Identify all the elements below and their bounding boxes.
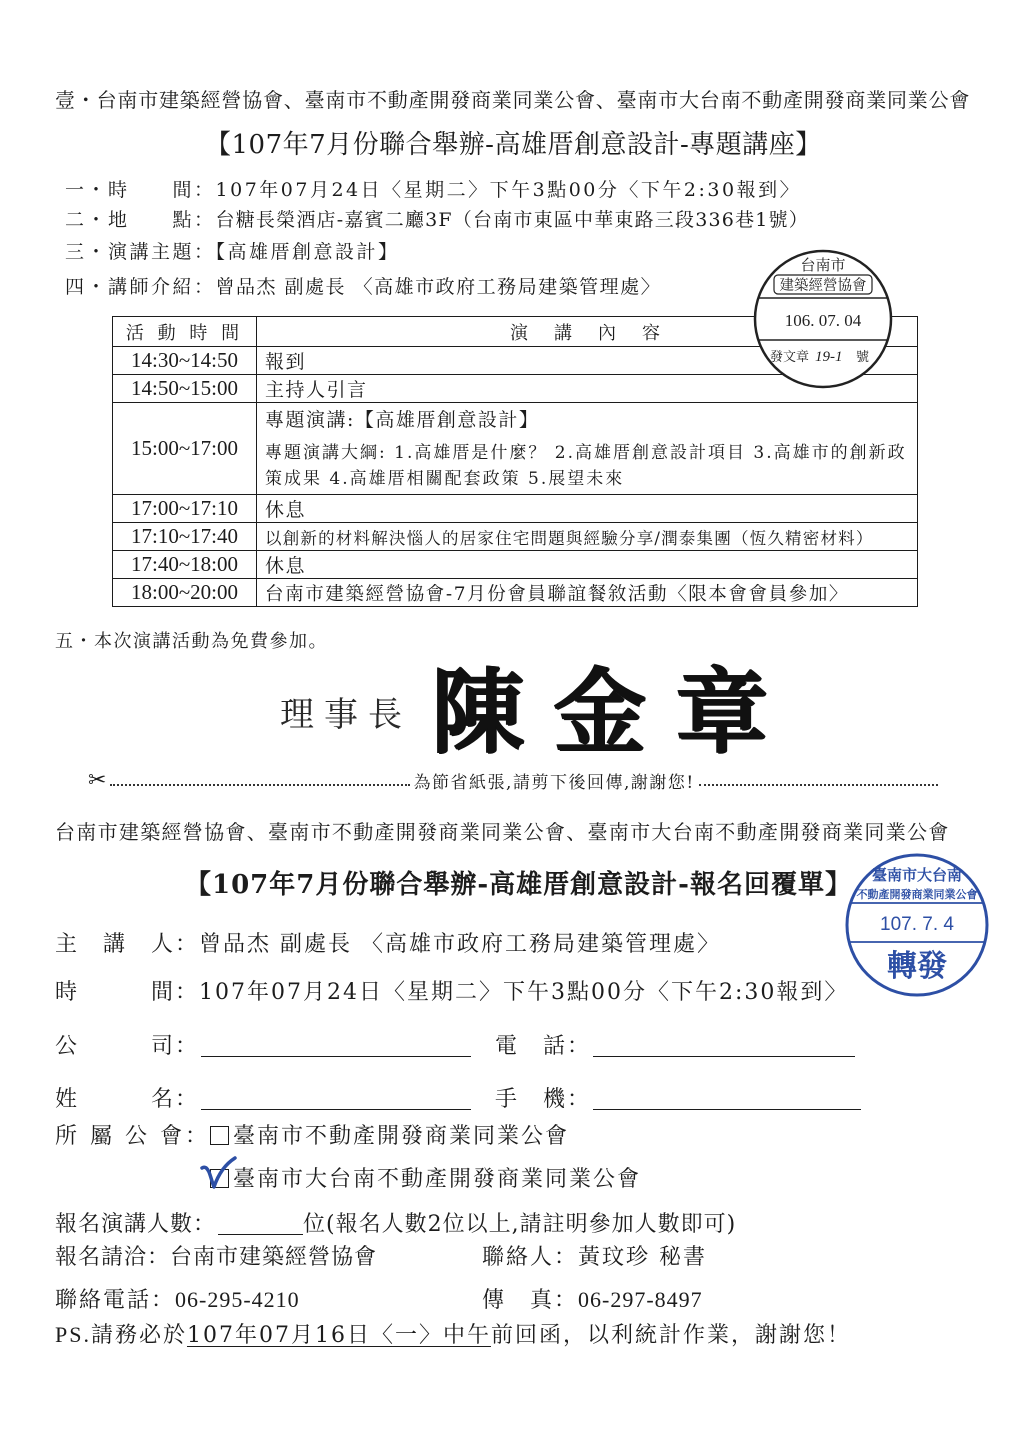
schedule-row [113, 403, 918, 495]
name-field[interactable] [201, 1089, 471, 1110]
form-value: 台南市建築經營協會 [170, 1245, 378, 1270]
form-label: 傳 真： [482, 1288, 579, 1313]
info-item-label: 二・地 點： [65, 209, 216, 231]
info-item-value: 曾品杰 副處長 〈高雄市政府工務局建築管理處〉 [215, 276, 662, 298]
form-label: 報名演講人數： [55, 1212, 217, 1237]
stamp-doc-prefix: 發文章 [770, 350, 810, 365]
form-org-line: 台南市建築經營協會、臺南市不動產開發商業同業公會、臺南市大台南不動產開發商業同業公會 [55, 820, 950, 844]
stamp-date: 106. 07. 04 [784, 311, 862, 330]
form-tel-row [55, 1286, 300, 1315]
schedule-content: 休息 [257, 495, 918, 523]
stamp-org-top: 台南市 [800, 256, 846, 274]
form-fax-row [482, 1286, 703, 1315]
phone-field[interactable] [593, 1036, 855, 1057]
form-label: 手 機： [495, 1087, 592, 1112]
form-label: 聯絡人： [482, 1245, 579, 1270]
attendees-field[interactable] [218, 1214, 303, 1235]
info-item-venue [65, 207, 809, 233]
info-item-value: 107年07月24日〈星期二〉下午3點00分〈下午2:30報到〉 [215, 179, 802, 201]
chairman-title: 理事長 [280, 695, 412, 735]
schedule-content: 主持人引言 [257, 375, 918, 403]
cut-line-text: 為節省紙張,請剪下後回傳,謝謝您! [413, 772, 695, 793]
form-association-option-row [210, 1166, 641, 1194]
schedule-time: 14:50~15:00 [113, 375, 257, 403]
form-label: 姓 名： [55, 1087, 200, 1112]
info-item-topic [65, 239, 400, 265]
form-mobile-row [495, 1086, 861, 1114]
lecture-outline: 專題演講大綱: 1.高雄厝是什麼？ 2.高雄厝創意設計項目 3.高雄市的創新政策成果 4.高雄厝相關配套政策 5.展望未來 [265, 443, 907, 489]
info-item-value: 【高雄厝創意設計】 [215, 241, 400, 263]
free-admission-note: 五・本次演講活動為免費參加。 [55, 631, 328, 652]
dotted-line [699, 784, 938, 786]
scissors-icon: ✂ [88, 767, 107, 793]
stamp-org-name: 建築經營協會 [779, 278, 867, 294]
schedule-content [257, 403, 918, 495]
announcement-title: 【107年7月份聯合舉辦-高雄厝創意設計-專題講座】 [205, 130, 822, 160]
dotted-line [110, 784, 409, 786]
form-value: 曾品杰 副處長 〈高雄市政府工務局建築管理處〉 [199, 932, 722, 957]
schedule-row [113, 579, 918, 607]
received-stamp [752, 248, 894, 390]
schedule-header-content: 演 講 內 容 [257, 317, 918, 347]
ps-prefix: PS.請務必於 [55, 1322, 187, 1347]
schedule-time: 17:10~17:40 [113, 523, 257, 551]
attendees-unit: 位(報名人數2位以上,請註明參加人數即可) [303, 1212, 737, 1237]
schedule-time: 17:00~17:10 [113, 495, 257, 523]
info-item-label: 三・演講主題： [65, 241, 216, 263]
ps-suffix: 前回函，以利統計作業，謝謝您！ [490, 1323, 851, 1348]
form-value: 黃玟珍 秘書 [578, 1245, 708, 1270]
announcement-org-line: 壹・台南市建築經營協會、臺南市不動產開發商業同業公會、臺南市大台南不動產開發商業同業公會 [55, 88, 971, 112]
info-item-speaker [65, 274, 661, 300]
schedule-header-time: 活 動 時 間 [113, 317, 257, 347]
form-value: 06-295-4210 [175, 1287, 300, 1312]
stamp-org-name: 不動產開發商業同業公會 [856, 888, 978, 901]
lecture-topic: 專題演講:【高雄厝創意設計】 [265, 409, 540, 431]
info-item-time [65, 177, 801, 203]
schedule-content: 以創新的材料解決惱人的居家住宅問題與經驗分享/潤泰集團（恆久精密材料） [257, 523, 918, 551]
association-option-label: 臺南市不動產開發商業同業公會 [233, 1124, 570, 1149]
forward-stamp [844, 852, 990, 998]
company-field[interactable] [201, 1036, 471, 1057]
info-item-value: 台糖長榮酒店-嘉賓二廳3F（台南市東區中華東路三段336巷1號） [215, 209, 809, 231]
association-option-checkbox[interactable] [210, 1126, 229, 1145]
form-attendees-row [55, 1211, 736, 1239]
form-label: 主 講 人： [55, 932, 200, 957]
form-time-row [55, 979, 848, 1007]
schedule-row [113, 495, 918, 523]
form-value: 06-297-8497 [578, 1287, 703, 1312]
info-item-label: 一・時 間： [65, 179, 216, 201]
stamp-org-top: 臺南市大台南 [871, 866, 963, 884]
form-label: 公 司： [55, 1034, 200, 1059]
stamp-date: 107. 7. 4 [880, 914, 954, 935]
stamp-doc-number: 19-1 [815, 349, 843, 365]
form-label: 時 間： [55, 980, 200, 1005]
cut-line [88, 768, 938, 792]
association-option-checkbox[interactable] [210, 1169, 229, 1188]
stamp-doc-suffix: 號 [856, 350, 870, 365]
form-contact-person-row [482, 1244, 707, 1272]
form-ps-note [55, 1321, 851, 1350]
schedule-time: 18:00~20:00 [113, 579, 257, 607]
schedule-content: 台南市建築經營協會-7月份會員聯誼餐敘活動〈限本會會員參加〉 [257, 579, 918, 607]
schedule-row [113, 523, 918, 551]
ps-deadline: 107年07月16日〈一〉中午 [186, 1323, 491, 1348]
form-name-row [55, 1086, 471, 1114]
mobile-field[interactable] [593, 1089, 861, 1110]
schedule-content: 休息 [257, 551, 918, 579]
schedule-time: 17:40~18:00 [113, 551, 257, 579]
info-item-label: 四・講師介紹： [65, 276, 216, 298]
schedule-time: 14:30~14:50 [113, 347, 257, 375]
form-value: 107年07月24日〈星期二〉下午3點00分〈下午2:30報到〉 [199, 980, 849, 1005]
form-label: 所 屬 公 會： [55, 1124, 210, 1149]
association-option-label: 臺南市大台南不動產開發商業同業公會 [233, 1167, 642, 1192]
schedule-time: 15:00~17:00 [113, 403, 257, 495]
form-label: 報名請洽： [55, 1245, 171, 1270]
handwritten-check-icon [199, 1156, 239, 1196]
form-title: 【107年7月份聯合舉辦-高雄厝創意設計-報名回覆單】 [185, 870, 852, 900]
form-label: 聯絡電話： [55, 1288, 176, 1313]
form-company-row [55, 1033, 471, 1061]
schedule-content: 報到 [257, 347, 918, 375]
chairman-signature: 陳金章 [432, 658, 799, 766]
form-label: 電 話： [495, 1034, 592, 1059]
form-contact-org-row [55, 1244, 377, 1272]
form-phone-row [495, 1033, 855, 1061]
stamp-action: 轉發 [887, 949, 947, 984]
form-association-row [55, 1123, 569, 1151]
form-speaker-row [55, 931, 721, 959]
schedule-row [113, 551, 918, 579]
